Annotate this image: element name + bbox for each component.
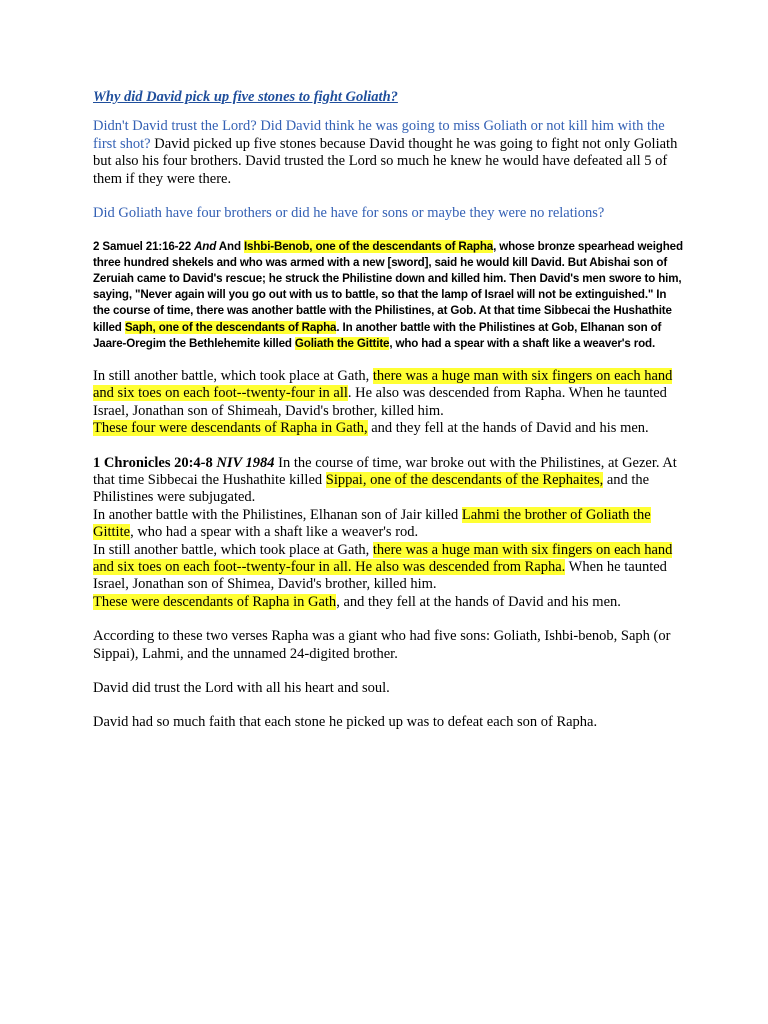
chronicles-version: NIV 1984 xyxy=(216,454,275,471)
highlight-goliath: Goliath the Gittite xyxy=(294,336,390,350)
chronicles-line3-text-2: When he taunted Israel, Jonathan son of Shimea, David's brother, killed him. xyxy=(93,558,667,593)
chronicles-text-1: In the course of time, war broke out with the Philistines, at Gezer. At that time Sibbecai the Hushathite killed xyxy=(93,454,677,488)
chronicles-line2-text-2: , who had a spear with a shaft like a weaver's rod. xyxy=(130,524,419,541)
samuel-text-2: . In another battle with the Philistines at Gob, Elhanan son of Jaare-Oregim the Bethlehemite killed xyxy=(93,320,662,350)
conclusion-paragraph-1: According to these two verses Rapha was a giant who had five sons: Goliath, Ishbi-benob, Saph (or Sippai), Lahmi, and the unnamed 24-digited brother. xyxy=(93,628,671,662)
highlight-huge-man: there was a huge man with six fingers on each hand and six toes on each foot--twenty-four in all xyxy=(93,367,673,402)
highlight-four-descendants: These four were descendants of Rapha in Gath, xyxy=(93,420,368,437)
highlight-lahmi: Lahmi the brother of Goliath the Gittite xyxy=(93,506,651,541)
chronicles-line3-text: In still another battle, which took place at Gath, xyxy=(93,541,373,558)
samuel-and: And xyxy=(216,239,244,253)
gath-text-2: . He also was descended from Rapha. When he taunted Israel, Jonathan son of Shimeah, David's brother, killed him. xyxy=(93,385,667,419)
gath-text-1: In still another battle, which took place at Gath, xyxy=(93,367,373,384)
highlight-sippai: Sippai, one of the descendants of the Rephaites, xyxy=(325,471,604,488)
conclusion-paragraph-3: David had so much faith that each stone he picked up was to defeat each son of Rapha. xyxy=(93,714,598,731)
samuel-passage xyxy=(93,239,683,352)
gath-text-3: and they fell at the hands of David and his men. xyxy=(367,420,649,437)
intro-question: Didn't David trust the Lord? Did David think he was going to miss Goliath or not kill him with the first shot? xyxy=(93,118,665,152)
intro-answer: David picked up five stones because David thought he was going to fight not only Goliath but also his four brothers. David trusted the Lord so much he knew he would have defeated all 5 of them if they were there. xyxy=(93,135,678,187)
chronicles-text-2: and the Philistines were subjugated. xyxy=(93,471,650,506)
chronicles-line4-text: , and they fell at the hands of David and his men. xyxy=(336,593,621,610)
document-title: Why did David pick up five stones to fight Goliath? xyxy=(93,89,398,105)
relations-question: Did Goliath have four brothers or did he have for sons or maybe they were no relations? xyxy=(93,205,605,221)
highlight-huge-man-2: there was a huge man with six fingers on each hand and six toes on each foot--twenty-four in all. He also was descended from Rapha. xyxy=(93,541,673,575)
chronicles-reference: 1 Chronicles 20:4-8 xyxy=(93,454,217,471)
samuel-text-3: , who had a spear with a shaft like a weaver's rod. xyxy=(389,336,656,350)
highlight-ishbi-benob: Ishbi-Benob, one of the descendants of Rapha xyxy=(243,239,494,253)
gath-paragraph xyxy=(93,368,683,438)
document-body xyxy=(93,88,683,749)
samuel-and-italic: And xyxy=(194,239,217,253)
intro-paragraph xyxy=(93,118,683,188)
samuel-reference: 2 Samuel 21:16-22 xyxy=(93,239,195,253)
highlight-descendants-gath: These were descendants of Rapha in Gath xyxy=(93,593,337,610)
highlight-saph: Saph, one of the descendants of Rapha xyxy=(124,320,337,334)
chronicles-line2-text: In another battle with the Philistines, Elhanan son of Jair killed xyxy=(93,506,462,523)
conclusion-paragraph-2: David did trust the Lord with all his heart and soul. xyxy=(93,680,390,697)
samuel-text-1: , whose bronze spearhead weighed three hundred shekels and who was armed with a new [sword], said he would kill David. But Abishai son of Zeruiah came to David's rescue; he struck the Philistine down and killed him. Then David's men swore to him, saying, "Never again will you go out with us to battle, so that the lamp of Israel will not be extinguished." In the course of time, there was another battle with the Philistines, at Gob. At that time Sibbecai the Hushathite killed xyxy=(93,239,683,334)
chronicles-passage xyxy=(93,455,683,612)
